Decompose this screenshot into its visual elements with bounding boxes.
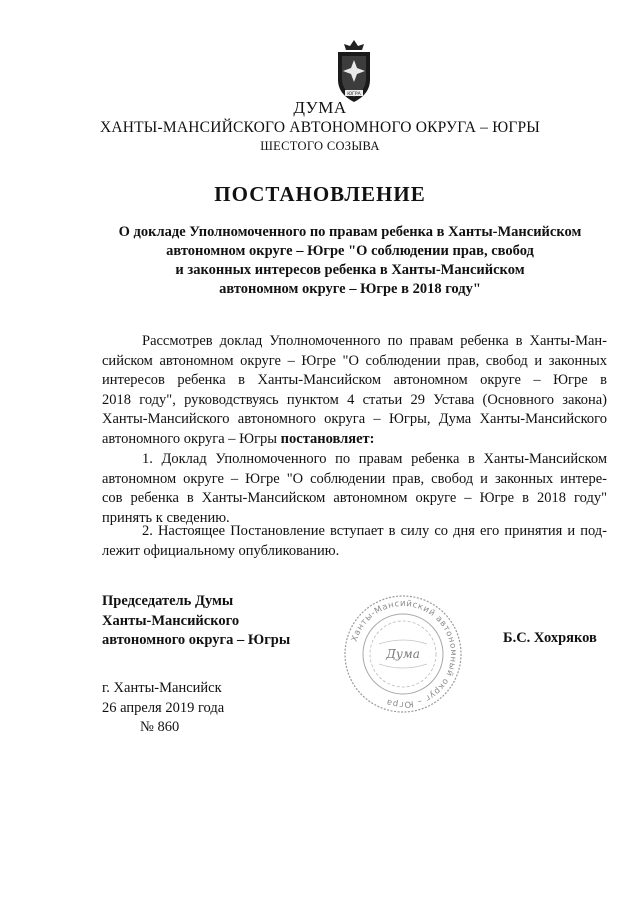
- text-line: сийском автономном округе – Югре "О соблюдении прав, свобод и законных: [102, 352, 607, 369]
- text-line: Ханты-Мансийского автономного округа – Югры, Дума Ханты-Мансийского: [102, 411, 607, 427]
- text-line: 2. Настоящее Постановление вступает в силу со дня его принятия и под-: [142, 523, 607, 539]
- org-title: ДУМА: [293, 98, 347, 117]
- document-subject: [100, 223, 600, 299]
- text-line: автономном округе – Югре "О соблюдении прав, свобод и законных интере-: [102, 470, 607, 487]
- svg-text:Ханты-Мансийский автономный ок: Ханты-Мансийский автономный округ – Югра: [349, 598, 459, 710]
- subject-line: автономном округе – Югре в 2018 году": [219, 281, 481, 297]
- official-seal-stamp: [341, 592, 465, 716]
- signatory-position: [102, 592, 290, 651]
- document-number: № 860: [140, 719, 180, 735]
- subject-line: О докладе Уполномоченного по правам ребенка в Ханты-Мансийском: [118, 224, 582, 240]
- text-fragment: автономного округа – Югры: [102, 430, 281, 447]
- text-line: лежит официальному опубликованию.: [102, 542, 340, 559]
- subject-line: и законных интересов ребенка в Ханты-Мансийском: [175, 262, 525, 278]
- svg-text:Дума: Дума: [386, 647, 420, 661]
- text-line: принять к сведению.: [102, 509, 230, 526]
- item-1-paragraph: [102, 450, 607, 528]
- resolution-verb: постановляет:: [280, 430, 375, 447]
- preamble-paragraph: [102, 332, 607, 449]
- svg-text:ЮГРА: ЮГРА: [347, 92, 361, 97]
- text-line: Рассмотрев доклад Уполномоченного по правам ребенка в Ханты-Ман-: [142, 333, 607, 349]
- text-line: 1. Доклад Уполномоченного по правам ребенка в Ханты-Мансийском: [142, 451, 607, 467]
- position-line: Председатель Думы: [102, 593, 234, 609]
- item-2-paragraph: [102, 522, 607, 561]
- place-of-adoption: г. Ханты-Мансийск: [102, 680, 222, 696]
- document-footer: [102, 679, 224, 738]
- signatory-name: Б.С. Хохряков: [503, 630, 597, 646]
- convocation-title: ШЕСТОГО СОЗЫВА: [260, 139, 380, 153]
- document-title: ПОСТАНОВЛЕНИЕ: [214, 182, 426, 206]
- text-line: сов ребенка в Ханты-Мансийском автономном округе – Югре в 2018 году": [102, 490, 607, 506]
- coat-of-arms-icon: [328, 38, 380, 104]
- date-of-adoption: 26 апреля 2019 года: [102, 699, 225, 716]
- text-line-last: [102, 430, 607, 450]
- text-line: интересов ребенка в Ханты-Мансийском автономном округе – Югре в: [102, 372, 607, 388]
- region-title: ХАНТЫ-МАНСИЙСКОГО АВТОНОМНОГО ОКРУГА – ЮГРЫ: [99, 119, 541, 136]
- position-line: автономного округа – Югры: [102, 632, 291, 648]
- position-line: Ханты-Мансийского: [102, 612, 240, 629]
- text-line: 2018 году", руководствуясь пунктом 4 статьи 29 Устава (Основного закона): [102, 391, 607, 408]
- subject-line: автономном округе – Югре "О соблюдении прав, свобод: [166, 243, 534, 259]
